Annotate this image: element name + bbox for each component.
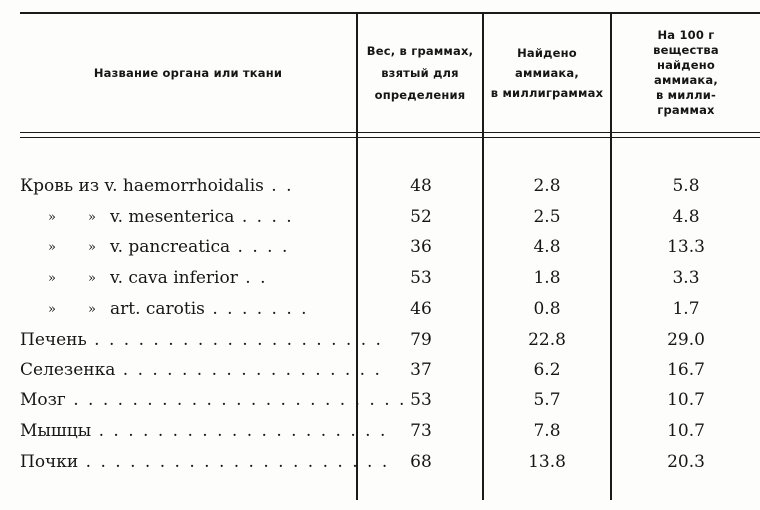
header-organ: Название органа или ткани: [93, 66, 283, 80]
ammonia-cell: 0.8: [533, 299, 561, 319]
weight-cell: 68: [410, 452, 432, 472]
organ-name: » » v. pancreatica . . . .: [20, 232, 354, 262]
table-row: [0, 263, 760, 293]
weight-cell: 79: [410, 330, 432, 350]
per100-cell: 29.0: [667, 330, 705, 350]
ditto-mark: »: [88, 301, 96, 317]
organ-name: » » v. mesenterica . . . .: [20, 202, 354, 232]
weight-cell: 52: [410, 207, 432, 227]
per100-cell: 5.8: [672, 176, 700, 196]
table-row: [0, 294, 760, 324]
ditto-mark: »: [48, 270, 56, 286]
header-ammonia-found: Найдено аммиака, в миллиграммах: [490, 46, 604, 100]
ammonia-cell: 22.8: [528, 330, 566, 350]
weight-cell: 46: [410, 299, 432, 319]
ammonia-cell: 6.2: [533, 360, 561, 380]
ditto-mark: »: [88, 270, 96, 286]
table-row: [0, 416, 760, 446]
table-row: [0, 385, 760, 415]
per100-cell: 20.3: [667, 452, 705, 472]
ammonia-cell: 2.5: [533, 207, 561, 227]
ammonia-cell: 5.7: [533, 390, 561, 410]
organ-name: Селезенка . . . . . . . . . . . . . . . . . .: [20, 360, 382, 380]
ditto-mark: »: [88, 209, 96, 225]
weight-cell: 53: [410, 268, 432, 288]
header-rule-2: [20, 137, 760, 138]
header-weight: Вес, в граммах, взятый для определения: [366, 44, 474, 102]
ammonia-cell: 13.8: [528, 452, 566, 472]
organ-name: Мозг . . . . . . . . . . . . . . . . . . . . . . .: [20, 390, 407, 410]
table-row: [0, 202, 760, 232]
organ-name: » » art. carotis . . . . . . .: [20, 294, 354, 324]
organ-name: Почки . . . . . . . . . . . . . . . . . . . . .: [20, 452, 390, 472]
ditto-mark: »: [48, 209, 56, 225]
weight-cell: 73: [410, 421, 432, 441]
header-rule-1: [20, 132, 760, 133]
organ-name: Мышцы . . . . . . . . . . . . . . . . . . . .: [20, 421, 388, 441]
organ-name: » » v. cava inferior . .: [20, 263, 354, 293]
ditto-mark: »: [48, 239, 56, 255]
per100-cell: 16.7: [667, 360, 705, 380]
ammonia-cell: 4.8: [533, 237, 561, 257]
per100-cell: 10.7: [667, 421, 705, 441]
table-row: [0, 232, 760, 262]
per100-cell: 13.3: [667, 237, 705, 257]
organ-name: Кровь из v. haemorrhoidalis . .: [20, 176, 294, 196]
table-row: [0, 447, 760, 477]
weight-cell: 36: [410, 237, 432, 257]
organ-name: Печень . . . . . . . . . . . . . . . . . . . .: [20, 330, 383, 350]
table-row: [0, 171, 760, 201]
weight-cell: 48: [410, 176, 432, 196]
ditto-mark: »: [48, 301, 56, 317]
per100-cell: 10.7: [667, 390, 705, 410]
table-row: [0, 325, 760, 355]
table-row: [0, 355, 760, 385]
weight-cell: 37: [410, 360, 432, 380]
weight-cell: 53: [410, 390, 432, 410]
per100-cell: 4.8: [672, 207, 700, 227]
ditto-mark: »: [88, 239, 96, 255]
ammonia-cell: 7.8: [533, 421, 561, 441]
ammonia-cell: 2.8: [533, 176, 561, 196]
per100-cell: 3.3: [672, 268, 700, 288]
ammonia-cell: 1.8: [533, 268, 561, 288]
per100-cell: 1.7: [672, 299, 700, 319]
header-per-100g: На 100 г вещества найдено аммиака, в милли- граммах: [653, 28, 719, 117]
